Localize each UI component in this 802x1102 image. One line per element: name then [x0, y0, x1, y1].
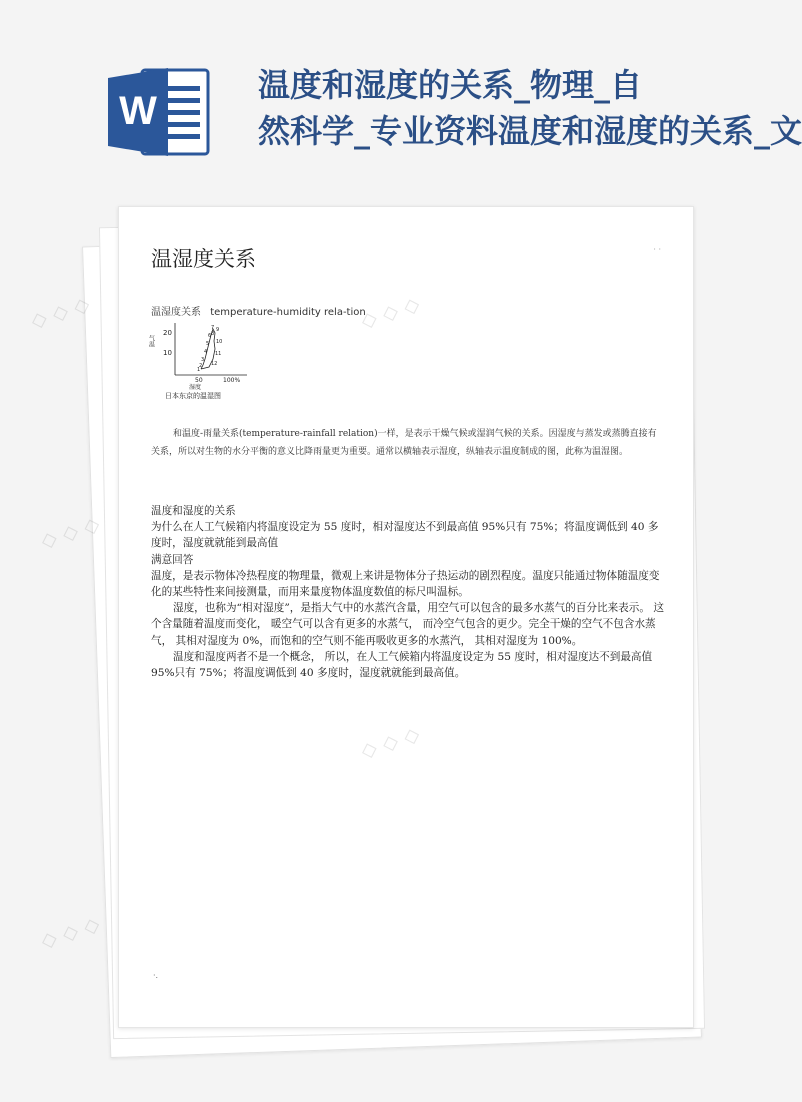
point-label-1: 1: [197, 367, 201, 373]
xtick-100: 100%: [223, 377, 241, 384]
ytick-10: 10: [163, 349, 172, 357]
point-label-12: 12: [211, 361, 218, 367]
page-title-line-2: 然科学_专业资料温度和湿度的关系_文: [258, 112, 802, 150]
question-text: 为什么在人工气候箱内将温度设定为 55 度时，相对湿度达不到最高值 95%只有 75%；将温度调低到 40 多度时，湿度就就能到最高值: [151, 521, 659, 550]
watermark-shape: ◇ ◇ ◇: [27, 291, 93, 333]
word-icon-letter: W: [119, 89, 157, 133]
word-document-icon: [108, 66, 212, 158]
chart-ylabel: 气温: [147, 335, 155, 347]
page-mark: · ·: [653, 245, 661, 254]
intro-paragraph: 和温度-雨量关系(temperature-rainfall relation)一样，是表示干燥气候或湿润气候的关系。因湿度与蒸发或蒸腾直接有关系，所以对生物的水分平衡的意义比降雨量更为重要。通常以横轴表示湿度，纵轴表示温度制成的图，此称为温湿图。: [151, 429, 657, 457]
answer-label: 满意回答: [151, 553, 194, 566]
answer-paragraph-1: 温度，是表示物体冷热程度的物理量，微观上来讲是物体分子热运动的剧烈程度。温度只能通过物体随温度变化的某些特性来间接测量，而用来量度物体温度数值的标尺叫温标。: [151, 569, 660, 599]
xtick-50: 50: [195, 377, 203, 384]
watermark-shape: ◇ ◇ ◇: [37, 511, 103, 553]
point-label-3: 3: [201, 357, 205, 363]
point-label-8: 8: [211, 331, 215, 337]
point-label-2: 2: [199, 363, 203, 369]
ytick-20: 20: [163, 329, 172, 337]
point-label-9: 9: [216, 327, 220, 333]
page-title: [258, 62, 802, 154]
section-heading: 温度和湿度的关系: [151, 505, 236, 517]
document-title: 温湿度关系: [151, 247, 256, 271]
chart-xlabel: 湿度: [189, 384, 202, 391]
point-label-6: 6: [208, 333, 212, 339]
temperature-humidity-chart: [149, 319, 249, 401]
footer-mark: ·.: [153, 971, 159, 980]
figure-caption: [151, 303, 366, 318]
point-label-7: 7: [211, 325, 215, 331]
figure-caption-cn: 温湿度关系: [151, 307, 201, 318]
qa-section: [151, 503, 667, 681]
chart-caption-below: 日本东京的温湿图: [165, 392, 221, 400]
page-title-line-1: 温度和湿度的关系_物理_自: [258, 66, 643, 104]
figure-caption-en: temperature-humidity rela-tion: [210, 307, 366, 318]
header-banner: [0, 0, 802, 200]
point-label-11: 11: [215, 351, 222, 357]
document-page: [118, 206, 694, 1028]
answer-paragraph-2: 湿度，也称为“相对湿度”，是指大气中的水蒸汽含量，用空气可以包含的最多水蒸气的百分比来表示。 这个含量随着温度而变化， 暖空气可以含有更多的水蒸气， 而冷空气包含的更少。完全干燥的空气不包含水蒸气， 其相对湿度为 0%，而饱和的空气则不能再吸收更多的水蒸汽， 其相对湿度为 100%。: [151, 602, 664, 647]
answer-paragraph-3: 温度和湿度两者不是一个概念， 所以，在人工气候箱内将温度设定为 55 度时，相对湿度达不到最高值 95%只有 75%；将温度调低到 40 多度时，湿度就就能到最高值。: [151, 650, 653, 680]
point-label-10: 10: [216, 339, 223, 345]
point-label-4: 4: [204, 349, 208, 355]
point-label-5: 5: [206, 341, 210, 347]
watermark-shape: ◇ ◇ ◇: [37, 911, 103, 953]
